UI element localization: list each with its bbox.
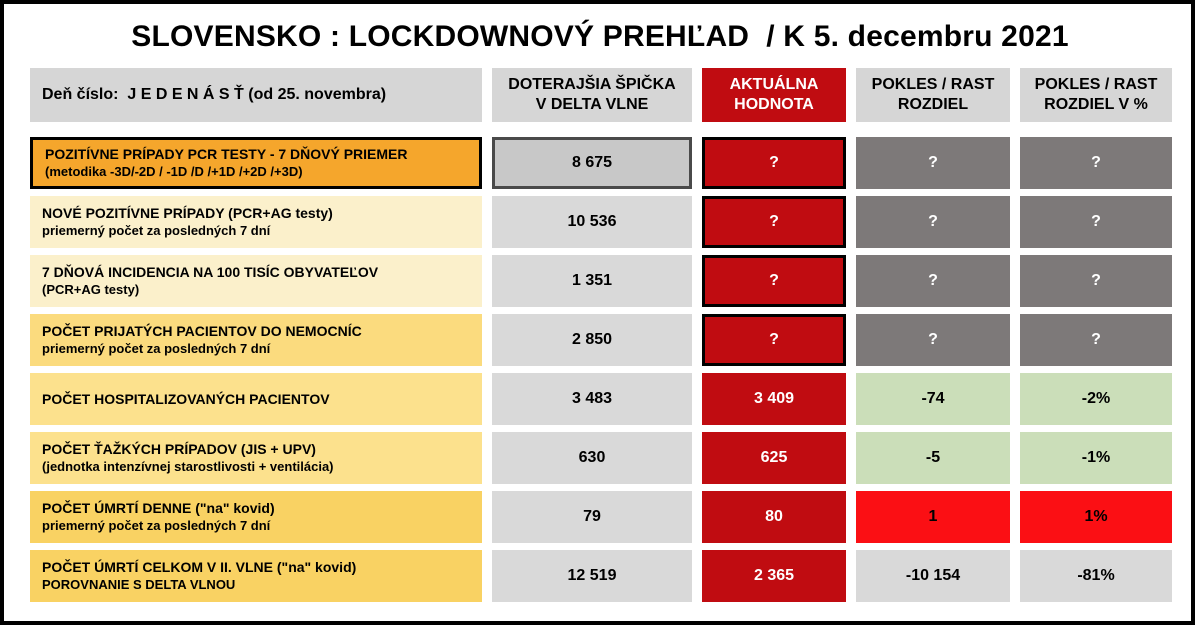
row-label-sub: (jednotka intenzívnej starostlivosti + ventilácia) bbox=[42, 458, 334, 474]
diff-pct-cell: -81% bbox=[1020, 550, 1172, 602]
row-label-sub: POROVNANIE S DELTA VLNOU bbox=[42, 576, 236, 592]
row-label-main: NOVÉ POZITÍVNE PRÍPADY (PCR+AG testy) bbox=[42, 205, 333, 222]
peak-value-cell: 2 850 bbox=[492, 314, 692, 366]
column-header-diff-pct-line1: POKLES / RAST bbox=[1034, 76, 1158, 93]
diff-pct-cell: ? bbox=[1020, 314, 1172, 366]
peak-value-cell: 10 536 bbox=[492, 196, 692, 248]
peak-value-cell: 8 675 bbox=[492, 137, 692, 189]
table-row-daily-deaths bbox=[30, 491, 1191, 543]
page-title: SLOVENSKO : LOCKDOWNOVÝ PREHĽAD / K 5. decembru 2021 bbox=[131, 20, 1069, 53]
diff-cell: ? bbox=[856, 137, 1010, 189]
peak-value-cell: 3 483 bbox=[492, 373, 692, 425]
diff-cell: ? bbox=[856, 314, 1010, 366]
row-label bbox=[30, 314, 482, 366]
table-header-row bbox=[30, 68, 1191, 122]
column-header-peak-line2: V DELTA VLNE bbox=[535, 96, 649, 113]
current-value-cell: ? bbox=[702, 314, 846, 366]
diff-cell: -5 bbox=[856, 432, 1010, 484]
diff-cell: 1 bbox=[856, 491, 1010, 543]
diff-cell: ? bbox=[856, 255, 1010, 307]
current-value-cell: 2 365 bbox=[702, 550, 846, 602]
row-label-sub: priemerný počet za posledných 7 dní bbox=[42, 340, 271, 356]
peak-value-cell: 79 bbox=[492, 491, 692, 543]
table-row-new-positives bbox=[30, 196, 1191, 248]
table-row-severe-cases bbox=[30, 432, 1191, 484]
row-label bbox=[30, 255, 482, 307]
peak-value-cell: 630 bbox=[492, 432, 692, 484]
diff-pct-cell: ? bbox=[1020, 196, 1172, 248]
table-row-hospitalized bbox=[30, 373, 1191, 425]
current-value-cell: ? bbox=[702, 255, 846, 307]
table-row-total-deaths bbox=[30, 550, 1191, 602]
row-label-sub: priemerný počet za posledných 7 dní bbox=[42, 517, 271, 533]
lockdown-overview-page bbox=[4, 4, 1191, 602]
row-label-main: POČET HOSPITALIZOVANÝCH PACIENTOV bbox=[42, 390, 330, 407]
row-label-main: POČET PRIJATÝCH PACIENTOV DO NEMOCNÍC bbox=[42, 323, 362, 340]
row-label bbox=[30, 432, 482, 484]
row-label-main: POČET ÚMRTÍ DENNE ("na" kovid) bbox=[42, 500, 275, 517]
diff-pct-cell: ? bbox=[1020, 255, 1172, 307]
diff-pct-cell: -1% bbox=[1020, 432, 1172, 484]
diff-cell: -10 154 bbox=[856, 550, 1010, 602]
column-header-diff-pct bbox=[1020, 68, 1172, 122]
column-header-current-line1: AKTUÁLNA bbox=[729, 76, 819, 93]
row-label bbox=[30, 373, 482, 425]
column-header-current bbox=[702, 68, 846, 122]
table-row-pcr-positives bbox=[30, 137, 1191, 189]
column-header-peak bbox=[492, 68, 692, 122]
current-value-cell: ? bbox=[702, 196, 846, 248]
current-value-cell: ? bbox=[702, 137, 846, 189]
row-label-sub: (metodika -3D/-2D / -1D /D /+1D /+2D /+3D) bbox=[45, 163, 303, 179]
row-label-main: POČET ŤAŽKÝCH PRÍPADOV (JIS + UPV) bbox=[42, 441, 316, 458]
peak-value-cell: 1 351 bbox=[492, 255, 692, 307]
column-header-diff bbox=[856, 68, 1010, 122]
diff-pct-cell: 1% bbox=[1020, 491, 1172, 543]
diff-cell: -74 bbox=[856, 373, 1010, 425]
row-label-main: POČET ÚMRTÍ CELKOM V II. VLNE ("na" kovid) bbox=[42, 559, 357, 576]
row-label bbox=[30, 550, 482, 602]
diff-cell: ? bbox=[856, 196, 1010, 248]
row-label bbox=[30, 137, 482, 189]
column-header-current-line2: HODNOTA bbox=[734, 96, 814, 113]
diff-pct-cell: ? bbox=[1020, 137, 1172, 189]
table-row-hospital-admissions bbox=[30, 314, 1191, 366]
peak-value-cell: 12 519 bbox=[492, 550, 692, 602]
row-label-sub: (PCR+AG testy) bbox=[42, 281, 140, 297]
current-value-cell: 625 bbox=[702, 432, 846, 484]
row-label-sub: priemerný počet za posledných 7 dní bbox=[42, 222, 271, 238]
row-label bbox=[30, 491, 482, 543]
row-label-main: 7 DŇOVÁ INCIDENCIA NA 100 TISÍC OBYVATEĽOV bbox=[42, 264, 379, 281]
column-header-diff-line1: POKLES / RAST bbox=[871, 76, 995, 93]
column-header-diff-pct-line2: ROZDIEL V % bbox=[1044, 96, 1148, 113]
column-header-diff-line2: ROZDIEL bbox=[897, 96, 969, 113]
row-label bbox=[30, 196, 482, 248]
current-value-cell: 80 bbox=[702, 491, 846, 543]
row-label-main: POZITÍVNE PRÍPADY PCR TESTY - 7 DŇOVÝ PRIEMER bbox=[45, 146, 408, 163]
day-number-header: Deň číslo: J E D E N Á S Ť (od 25. novembra) bbox=[30, 68, 482, 122]
table-row-incidence bbox=[30, 255, 1191, 307]
current-value-cell: 3 409 bbox=[702, 373, 846, 425]
diff-pct-cell: -2% bbox=[1020, 373, 1172, 425]
column-header-peak-line1: DOTERAJŠIA ŠPIČKA bbox=[508, 76, 676, 93]
